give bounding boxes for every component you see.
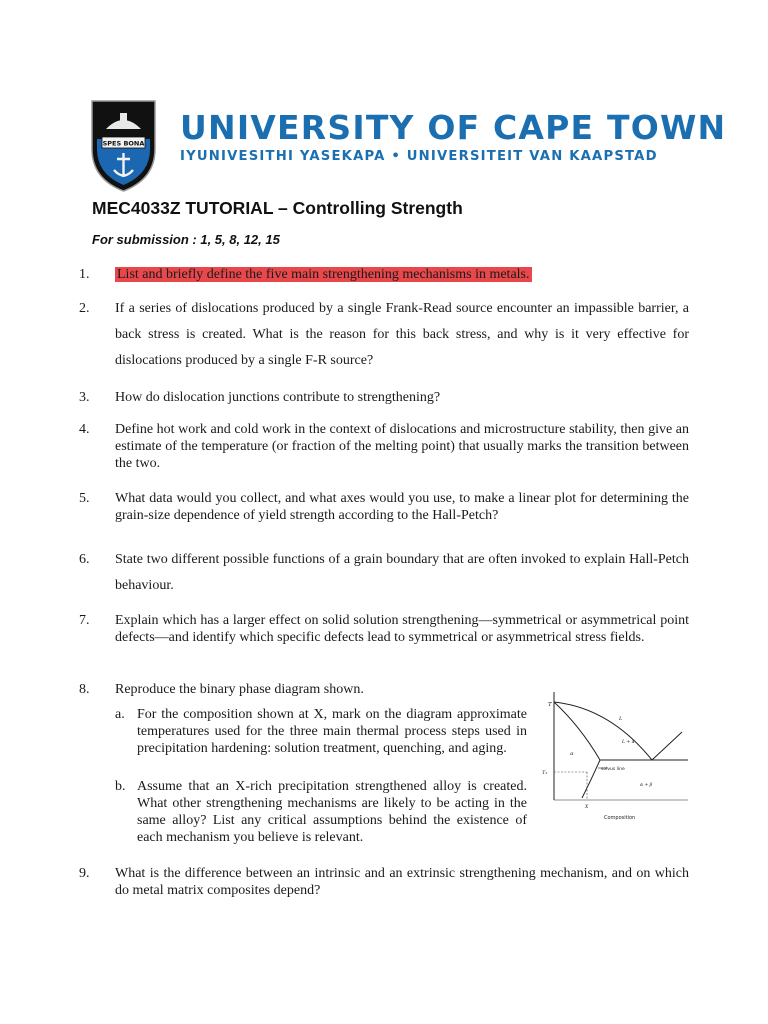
question-text-highlighted: List and briefly define the five main strengthening mechanisms in metals. — [117, 267, 530, 282]
question-text: State two different possible functions of a grain boundary that are often invoked to explain Hall-Petch behaviour. — [115, 552, 689, 593]
question-number: 1. — [79, 267, 90, 282]
question-text: What is the difference between an intrinsic and an extrinsic strengthening mechanism, and on which do metal matrix composites depend? — [115, 866, 689, 898]
submission-note: For submission : 1, 5, 8, 12, 15 — [92, 232, 280, 247]
question-text: If a series of dislocations produced by a single Frank-Read source encounter an impassible barrier, a back stress is created. What is the reason for this back stress, and why is it very effective for dislocations produced by a single F-R source? — [115, 301, 689, 368]
liquid-alpha-region-label: L + α — [622, 740, 635, 745]
university-subtitle: IYUNIVESITHI YASEKAPA • UNIVERSITEIT VAN KAAPSTAD — [180, 149, 658, 164]
question-number: 6. — [79, 552, 90, 567]
solidus-line — [554, 702, 600, 760]
t2-label: T₂ — [542, 770, 548, 776]
liquid-region-label: L — [619, 716, 623, 722]
question-2 — [79, 300, 689, 374]
question-6 — [79, 551, 689, 599]
question-8-part-a — [115, 706, 527, 757]
part-label: b. — [115, 779, 126, 794]
crest-motto: SPES BONA — [102, 139, 145, 148]
question-text: Explain which has a larger effect on solid solution strengthening—symmetrical or asymmetrical point defects—and identify which specific defects lead to symmetrical or asymmetrical stress fields. — [115, 613, 689, 645]
solvus-line-label: solvus line — [601, 767, 625, 772]
question-number: 9. — [79, 866, 90, 881]
liquidus-line — [554, 702, 652, 760]
part-label: a. — [115, 707, 125, 722]
temperature-axis-label: T — [548, 702, 552, 708]
document-title: MEC4033Z TUTORIAL – Controlling Strength — [92, 198, 463, 218]
alpha-beta-region-label: α + β — [640, 783, 653, 788]
question-number: 7. — [79, 613, 90, 628]
part-text: Assume that an X-rich precipitation strengthened alloy is created. What other strengthening mechanisms are likely to be acting in the same alloy? List any critical assumptions behind the existence of each mechanism you believe is relevant. — [137, 779, 527, 845]
university-name: UNIVERSITY OF CAPE TOWN — [180, 108, 727, 147]
question-number: 5. — [79, 491, 90, 506]
question-5 — [79, 490, 689, 524]
question-text: What data would you collect, and what axes would you use, to make a linear plot for determining the grain-size dependence of yield strength according to the Hall-Petch? — [115, 491, 689, 523]
question-number: 3. — [79, 390, 90, 405]
liquidus-line-right — [652, 732, 682, 760]
question-text: Reproduce the binary phase diagram shown. — [115, 682, 364, 697]
binary-phase-diagram — [540, 686, 690, 828]
question-1 — [79, 266, 689, 283]
question-number: 2. — [79, 301, 90, 316]
question-3 — [79, 389, 689, 406]
question-number: 4. — [79, 422, 90, 437]
question-7 — [79, 612, 689, 646]
university-crest-icon — [90, 99, 157, 193]
question-9 — [79, 865, 689, 899]
question-text: How do dislocation junctions contribute to strengthening? — [115, 390, 441, 405]
question-8-part-b — [115, 778, 527, 846]
question-number: 8. — [79, 682, 90, 697]
question-4 — [79, 421, 689, 472]
solvus-curve — [582, 760, 600, 798]
composition-axis-label: Composition — [604, 815, 636, 821]
alpha-region-label: α — [570, 751, 574, 757]
composition-x-marker: X — [585, 805, 589, 810]
question-text: Define hot work and cold work in the context of dislocations and microstructure stability, then give an estimate of the temperature (or fraction of the melting point) that usually marks the transition between the two. — [115, 422, 689, 471]
question-8 — [79, 681, 539, 698]
part-text: For the composition shown at X, mark on the diagram approximate temperatures used for the three main thermal process steps used in precipitation hardening: solution treatment, quenching, and aging. — [137, 707, 527, 756]
